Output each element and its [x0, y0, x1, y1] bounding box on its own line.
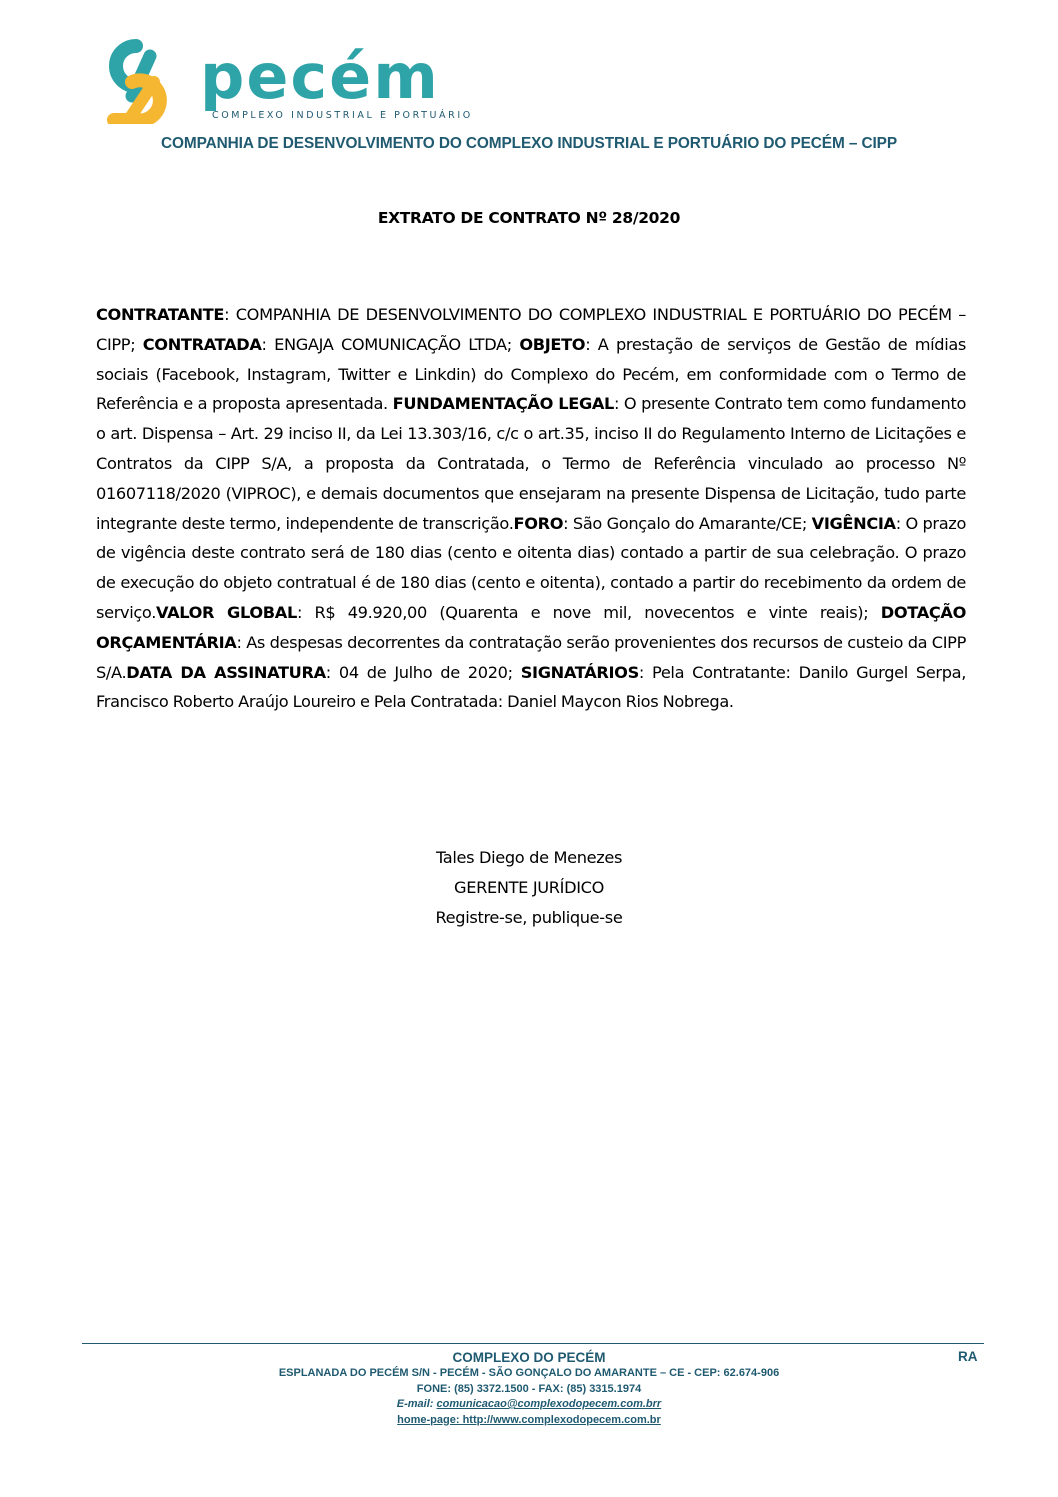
organization-name: COMPANHIA DE DESENVOLVIMENTO DO COMPLEXO INDUSTRIAL E PORTUÁRIO DO PECÉM – CIPP [160, 135, 898, 152]
signatarios-value: : Pela Contratante: Danilo Gurgel Serpa, Francisco Roberto Araújo Loureiro e Pela Contratada: Daniel Maycon Rios Nobrega. [96, 662, 967, 712]
signer-name: Tales Diego de Menezes [435, 848, 623, 867]
signer-role: GERENTE JURÍDICO [454, 877, 604, 897]
dotacao-value: : As despesas decorrentes da contratação serão provenientes dos recursos de custeio da CIPP S/A. [96, 632, 966, 682]
footer-title: COMPLEXO DO PECÉM [452, 1350, 606, 1365]
valor-global-label: VALOR GLOBAL [156, 602, 297, 622]
brand-wordmark: pecém [200, 40, 440, 113]
fundamentacao-label: FUNDAMENTAÇÃO LEGAL [392, 394, 615, 414]
pecem-symbol-icon [114, 46, 160, 120]
foro-label: FORO [513, 513, 564, 533]
document-title: EXTRATO DE CONTRATO Nº 28/2020 [377, 209, 681, 227]
footer-homepage-link[interactable]: http://www.complexodopecem.com.br [462, 1413, 661, 1426]
signatarios-label: SIGNATÁRIOS [520, 662, 639, 682]
signature-block [0, 843, 1058, 932]
footer-email-line [0, 1397, 1058, 1413]
contract-extract-body [96, 300, 966, 717]
footer-address: ESPLANADA DO PECÉM S/N - PECÉM - SÃO GONÇALO DO AMARANTE – CE - CEP: 62.674-906 [278, 1367, 780, 1379]
footer-divider [82, 1343, 984, 1344]
objeto-value: : A prestação de serviços de Gestão de mídias sociais (Facebook, Instagram, Twitter e Linkdin) do Complexo do Pecém, em conformidade com o Termo de Referência e a proposta apresentada. [96, 334, 966, 414]
footer-email-link[interactable]: comunicacao@complexodopecem.com.brr [436, 1398, 662, 1410]
brand-tagline: COMPLEXO INDUSTRIAL E PORTUÁRIO [212, 110, 473, 121]
contratante-value: : COMPANHIA DE DESENVOLVIMENTO DO COMPLEXO INDUSTRIAL E PORTUÁRIO DO PECÉM – CIPP; [96, 305, 966, 354]
footer [0, 1349, 1058, 1428]
fundamentacao-value: : O presente Contrato tem como fundamento o art. Dispensa – Art. 29 inciso II, da Lei 13.303/16, c/c o art.35, inciso II do Regulamento Interno de Licitações e Contratos da CIPP S/A, a proposta da Contratada, o Termo de Referência vinculado ao processo Nº 01607118/2020 (VIPROC), e demais documentos que ensejaram na presente Dispensa de Licitação, tudo parte integrante deste termo, independente de transcrição. [96, 394, 966, 533]
foro-value: : São Gonçalo do Amarante/CE; [563, 513, 812, 533]
contratada-label: CONTRATADA [142, 334, 262, 354]
vigencia-value: : O prazo de vigência deste contrato será de 180 dias (cento e oitenta dias) contado a partir de sua celebração. O prazo de execução do objeto contratual é de 180 dias (cento e oitenta), contado a partir do recebimento da ordem de serviço. [96, 513, 967, 622]
contratante-label: CONTRATANTE [96, 305, 225, 324]
pecem-logo [92, 38, 492, 124]
data-assinatura-label: DATA DA ASSINATURA [126, 662, 326, 682]
data-assinatura-value: : 04 de Julho de 2020; [325, 662, 521, 682]
vigencia-label: VIGÊNCIA [811, 513, 896, 533]
contratada-value: : ENGAJA COMUNICAÇÃO LTDA; [261, 334, 520, 354]
footer-homepage-label: home-page: [397, 1413, 463, 1426]
objeto-label: OBJETO [519, 334, 586, 354]
footer-phone: FONE: (85) 3372.1500 - FAX: (85) 3315.1974 [416, 1382, 642, 1395]
pecem-logo-graphic [92, 38, 492, 124]
publication-note: Registre-se, publique-se [435, 907, 623, 927]
dotacao-label: DOTAÇÃO ORÇAMENTÁRIA [96, 602, 966, 652]
footer-homepage-line [0, 1413, 1058, 1429]
footer-initials: RA [958, 1349, 978, 1364]
valor-global-value: : R$ 49.920,00 (Quarenta e nove mil, novecentos e vinte reais); [296, 602, 881, 622]
footer-email-label: E-mail: [396, 1398, 437, 1410]
